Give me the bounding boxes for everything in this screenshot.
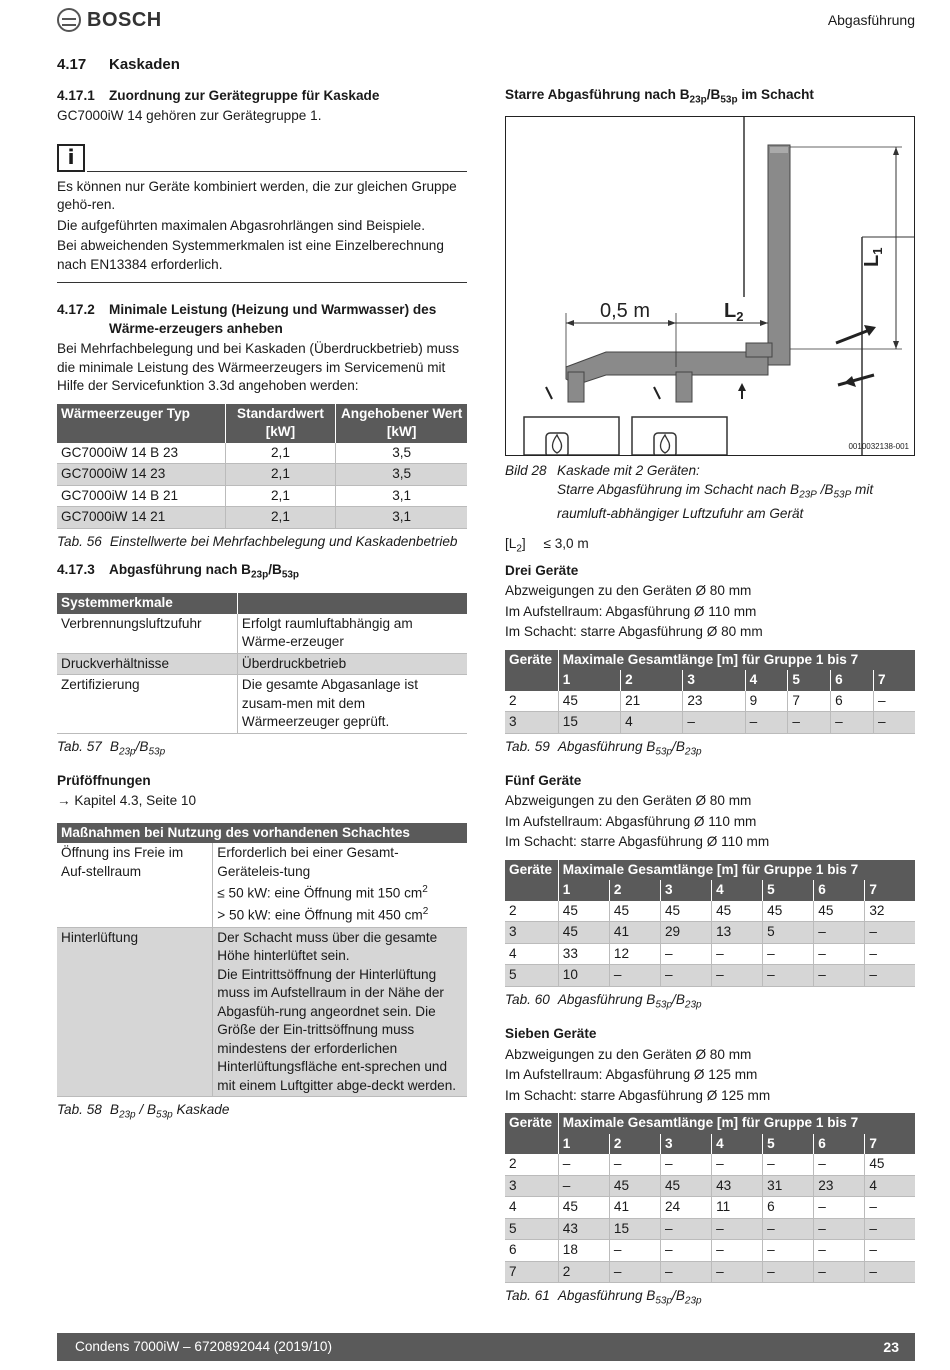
table-cell: 15 <box>609 1218 660 1240</box>
document-id: Condens 7000iW – 6720892044 (2019/10) <box>75 1338 332 1354</box>
table-cell: – <box>814 1197 865 1219</box>
table-cell: – <box>865 1197 915 1219</box>
table-cell: 2 <box>505 691 558 712</box>
table-cell: 45 <box>814 901 865 922</box>
table-cell: 45 <box>558 1197 609 1219</box>
table-row: Zertifizierung Die gesamte Abgasanlage ist zusam-men mit dem Wärmeerzeuger geprüft. <box>57 675 467 734</box>
table-cell: – <box>712 965 763 987</box>
dim-l2-label: $L_2$ <box>724 300 744 325</box>
table-cell: – <box>763 1240 814 1262</box>
table-row: GC7000iW 14 23 2,1 3,5 <box>57 464 467 486</box>
table-cell: – <box>814 943 865 965</box>
table-cell: 24 <box>660 1197 711 1219</box>
table-row: Hinterlüftung Der Schacht muss über die gesamte Höhe hinterlüftet sein. Die Eintrittsöffnung der Hinterlüftung muss im Aufstellraum in der Nähe der Abgasfüh-rung angeordnet sein. Die Größe der Ein-trittsöffnung muss mindestens der erforderlichen Hinterlüftungsfläche ent-sprechen und mit einem Luftgitter abge-deckt werden. <box>57 927 467 1097</box>
info-line-1: Es können nur Geräte kombiniert werden, die zur gleichen Gruppe gehö-ren. <box>57 178 457 212</box>
table-row <box>505 901 915 922</box>
table-cell: 23 <box>683 691 745 712</box>
table-cell: – <box>831 712 874 734</box>
table-row <box>505 943 915 965</box>
table-cell: 29 <box>660 922 711 944</box>
table-cell: – <box>712 1261 763 1283</box>
dim-05-label: 0,5 m <box>600 300 651 323</box>
table-row: GC7000iW 14 21 2,1 3,1 <box>57 507 467 529</box>
heading-4-17-3: 4.17.3 Abgasführung nach $B_{23p}/B_{53p}$ <box>57 562 300 581</box>
page-footer <box>57 1333 915 1361</box>
table-cell: 6 <box>831 691 874 712</box>
table-cell: 5 <box>505 965 558 987</box>
table-cell: – <box>660 1218 711 1240</box>
table-cell: 4 <box>621 712 683 734</box>
three-devices-title: Drei Geräte <box>505 562 579 578</box>
group-text: GC7000iW 14 gehören zur Gerätegruppe 1. <box>57 108 322 123</box>
table-cell: – <box>745 712 788 734</box>
table-row <box>505 1154 915 1175</box>
table-cell: 6 <box>505 1240 558 1262</box>
table-row <box>505 1261 915 1283</box>
table-row <box>505 1175 915 1197</box>
table-cell: – <box>788 712 831 734</box>
table-cell: – <box>814 1154 865 1175</box>
info-icon: i <box>57 144 85 172</box>
table-cell: – <box>865 1240 915 1262</box>
bosch-logo: BOSCH <box>57 8 162 32</box>
table-cell: 10 <box>558 965 609 987</box>
table-cell: – <box>609 1261 660 1283</box>
table-cell: – <box>660 965 711 987</box>
table-cell: 3 <box>505 712 558 734</box>
heading-4-17-2: 4.17.2 Minimale Leistung (Heizung und Warmwasser) des Wärme-erzeugers anheben <box>57 302 437 336</box>
table-cell: 43 <box>558 1218 609 1240</box>
table-cell: 5 <box>505 1218 558 1240</box>
table-cell: 21 <box>621 691 683 712</box>
figure-code: 0010032138-001 <box>848 442 909 452</box>
left-column <box>57 56 467 1135</box>
table-cell: – <box>873 691 915 712</box>
table-cell: – <box>712 943 763 965</box>
table-cell: 32 <box>865 901 915 922</box>
table-cell: – <box>814 965 865 987</box>
five-devices-title: Fünf Geräte <box>505 772 582 788</box>
table-cell: 5 <box>763 922 814 944</box>
table-cell: – <box>660 943 711 965</box>
seven-devices-title: Sieben Geräte <box>505 1026 597 1042</box>
table-row <box>505 712 915 734</box>
table-row <box>505 922 915 944</box>
table-cell: 2 <box>505 901 558 922</box>
table-cell: – <box>609 1240 660 1262</box>
table-cell: 45 <box>660 901 711 922</box>
l2-limit: $[L_2] \le 3,0$ m <box>505 536 589 556</box>
chapter-link[interactable]: → Kapitel 4.3, Seite 10 <box>57 793 197 809</box>
table-cell: – <box>712 1218 763 1240</box>
table-cell: 4 <box>505 943 558 965</box>
table-cell: 4 <box>505 1197 558 1219</box>
min-power-text: Bei Mehrfachbelegung und bei Kaskaden (Überdruckbetrieb) muss die minimale Leistung des Wärmeerzeugers im Servicemenü mit Hilfe der Servicefunktion 3.3d angehoben werden: <box>57 341 459 393</box>
table-cell: 45 <box>865 1154 915 1175</box>
table-cell: – <box>660 1154 711 1175</box>
table-cell: 6 <box>763 1197 814 1219</box>
info-line-2: Die aufgeführten maximalen Abgasrohrlängen sind Beispiele. <box>57 217 426 233</box>
table-56: Wärmeerzeuger Typ Standardwert [kW] Angehobener Wert [kW] GC7000iW 14 B 23 2,1 3,5 GC7000iW 14 23 2,1 3,5 GC7000iW 14 B 21 2,1 3,1 GC7000iW 14 21 2,1 3,1 <box>57 404 467 529</box>
table-cell: 3 <box>505 1175 558 1197</box>
dim-l1-label: $L_1$ <box>861 247 885 268</box>
table-cell: – <box>814 1261 865 1283</box>
table-cell: 31 <box>763 1175 814 1197</box>
table-row <box>505 1240 915 1262</box>
table-cell: – <box>865 1218 915 1240</box>
table-cell: 13 <box>712 922 763 944</box>
table-cell: – <box>660 1261 711 1283</box>
page-header <box>57 6 915 36</box>
table-cell: – <box>609 1154 660 1175</box>
info-line-3: Bei abweichenden Systemmerkmalen ist eine Einzelberechnung nach EN13384 erforderlich. <box>57 238 444 272</box>
table-cell: 41 <box>609 1197 660 1219</box>
table-row: Öffnung ins Freie im Auf-stellraum Erforderlich bei einer Gesamt-Geräteleis-tung ≤ 50 kW: eine Öffnung mit 150 $cm^2$ > 50 kW: eine Öffnung mit 450 $cm^2$ <box>57 843 467 927</box>
table-cell: 2 <box>505 1154 558 1175</box>
caption-56: Tab. 56 Einstellwerte bei Mehrfachbelegung und Kaskadenbetrieb <box>57 533 458 549</box>
table-cell: – <box>763 1261 814 1283</box>
table-cell: – <box>558 1175 609 1197</box>
table-cell: 18 <box>558 1240 609 1262</box>
caption-61: Tab. 61 Abgasführung $B_{53p}/B_{23p}$ <box>505 1288 702 1307</box>
table-cell: – <box>763 1154 814 1175</box>
figure-caption: Bild 28 Kaskade mit 2 Geräten: Starre Abgasführung im Schacht nach $B_{23P}$ $/B_{53P}$ mit raumluft-abhängiger Luftzufuhr am Gerät <box>505 463 874 521</box>
table-cell: 11 <box>712 1197 763 1219</box>
table-row <box>505 1197 915 1219</box>
info-box <box>57 144 467 284</box>
table-61: Geräte Maximale Gesamtlänge [m] für Gruppe 1 bis 7 1 2 3 4 5 6 7 2 – – – – – – 45 3 – 45 45 43 31 23 4 4 45 41 24 11 6 – – 5 43 15 – – – – – 6 18 – – – – – – 7 2 – – – – – – <box>505 1113 915 1283</box>
inspection-openings-title: Prüföffnungen <box>57 772 151 788</box>
table-row <box>505 691 915 712</box>
table-59: Geräte Maximale Gesamtlänge [m] für Gruppe 1 bis 7 1 2 3 4 5 6 7 2 45 21 23 9 7 6 – 3 15 4 – – – – – <box>505 650 915 734</box>
table-cell: – <box>763 1218 814 1240</box>
table-row: GC7000iW 14 B 21 2,1 3,1 <box>57 485 467 507</box>
table-cell: 43 <box>712 1175 763 1197</box>
table-cell: – <box>712 1240 763 1262</box>
table-60: Geräte Maximale Gesamtlänge [m] für Gruppe 1 bis 7 1 2 3 4 5 6 7 2 45 45 45 45 45 45 32 3 45 41 29 13 5 – – 4 33 12 – – – – – 5 10 – – – – – – <box>505 860 915 987</box>
table-cell: 4 <box>865 1175 915 1197</box>
section-title: Abgasführung <box>827 12 915 28</box>
table-row <box>505 1218 915 1240</box>
table-58: Maßnahmen bei Nutzung des vorhandenen Schachtes Öffnung ins Freie im Auf-stellraum Erforderlich bei einer Gesamt-Geräteleis-tung ≤ 50 kW: eine Öffnung mit 150 $cm^2$ > 50 kW: eine Öffnung mit 450 $cm^2$ Hinterlüftung Der Schacht muss über die gesamte Höhe hinterlüftet sein. Die Eintrittsöffnung der Hinterlüftung muss im Aufstellraum in der Nähe der Abgasfüh-rung angeordnet sein. Die Größe der Ein-trittsöffnung muss mindestens der erforderlichen Hinterlüftungsfläche ent-sprechen und mit einem Luftgitter abge-deckt werden. <box>57 823 467 1097</box>
table-cell: – <box>865 1261 915 1283</box>
table-cell: 45 <box>660 1175 711 1197</box>
table-57: Systemmerkmale Verbrennungsluftzufuhr Erfolgt raumluftabhängig am Wärme-erzeuger Druckverhältnisse Überdruckbetrieb Zertifizierung Die gesamte Abgasanlage ist zusam-men mit dem Wärmeerzeuger geprüft. <box>57 593 467 734</box>
bosch-armature-icon <box>57 8 81 32</box>
table-cell: – <box>683 712 745 734</box>
table-cell: – <box>558 1154 609 1175</box>
table-cell: 45 <box>558 922 609 944</box>
table-cell: 7 <box>788 691 831 712</box>
table-cell: – <box>814 1218 865 1240</box>
table-cell: – <box>609 965 660 987</box>
table-cell: – <box>814 1240 865 1262</box>
table-cell: 2 <box>558 1261 609 1283</box>
page-number: 23 <box>883 1338 899 1355</box>
table-cell: – <box>865 922 915 944</box>
table-cell: 45 <box>763 901 814 922</box>
table-cell: – <box>763 943 814 965</box>
table-row: Verbrennungsluftzufuhr Erfolgt raumluftabhängig am Wärme-erzeuger <box>57 614 467 654</box>
table-cell: 45 <box>558 901 609 922</box>
table-cell: 23 <box>814 1175 865 1197</box>
table-cell: – <box>865 965 915 987</box>
caption-57: Tab. 57 $B_{23p}/B_{53p}$ <box>57 738 166 758</box>
caption-58: Tab. 58 $B_{23p} / B_{53p}$ Kaskade <box>57 1102 230 1121</box>
table-cell: 45 <box>712 901 763 922</box>
table-row <box>505 965 915 987</box>
table-cell: 33 <box>558 943 609 965</box>
cascade-figure <box>505 116 915 456</box>
right-column: Starre Abgasführung nach $B_{23p}/B_{53p}$ im Schacht 0,5 m $L_2$ $L_1$ 0010032138-001 Bild 28 Kaskade mit 2 Geräten: Starre Abgasführung im Schacht nach $B_{23P}$ $/B_{53P}$ mit raumluft-abhängiger Luftzufuhr am Gerät $[L_2] \le 3,0$ m Drei Geräte Abzweigungen zu den Geräten Ø 80 mm Im Aufstellraum: Abgasführung Ø 110 mm Im Schacht: starre Abgasführung Ø 80 mm Geräte Maximale Gesamtlänge [m] für Gruppe 1 bis 7 1 2 3 4 5 6 7 2 45 21 23 9 7 6 – 3 15 4 – – – – – Tab. 59 Abgasführung $B_{53p}/B_{23p}$ Fünf Geräte Abzweigungen zu den Geräten Ø 80 mm Im Aufstellraum: Abgasführung Ø 110 mm Im Schacht: starre Abgasführung Ø 110 mm Geräte Maximale Gesamtlänge [m] für Gruppe 1 bis 7 1 2 3 4 5 6 7 2 45 45 45 45 45 45 32 3 45 41 29 13 5 – – 4 33 12 – – – – – 5 10 – – – – – – Tab. 60 Abgasführung $B_{53p}/B_{23p}$ Sieben Geräte Abzweigungen zu den Geräten Ø 80 mm Im Aufstellraum: Abgasführung Ø 125 mm Im Schacht: starre Abgasführung Ø 125 mm Geräte Maximale Gesamtlänge [m] für Gruppe 1 bis 7 1 2 3 4 5 6 7 2 – – – – – – 45 3 – 45 45 43 31 23 4 4 45 41 24 11 6 – – 5 43 15 – – – – – 6 18 – – – – – – 7 2 – – – – – – Tab. 61 Abgasführung $B_{53p}/B_{23p}$ <box>505 86 915 1321</box>
table-cell: 12 <box>609 943 660 965</box>
table-cell: 7 <box>505 1261 558 1283</box>
table-cell: – <box>763 965 814 987</box>
table-cell: – <box>814 922 865 944</box>
heading-4-17-1: 4.17.1 Zuordnung zur Gerätegruppe für Kaskade <box>57 87 380 103</box>
table-cell: – <box>660 1240 711 1262</box>
table-cell: 3 <box>505 922 558 944</box>
table-cell: 15 <box>558 712 620 734</box>
caption-59: Tab. 59 Abgasführung $B_{53p}/B_{23p}$ <box>505 738 702 758</box>
heading-4-17: 4.17 Kaskaden <box>57 56 180 73</box>
table-cell: – <box>873 712 915 734</box>
cascade-diagram <box>506 117 914 455</box>
table-row: Druckverhältnisse Überdruckbetrieb <box>57 653 467 675</box>
table-cell: 41 <box>609 922 660 944</box>
table-cell: 9 <box>745 691 788 712</box>
table-cell: 45 <box>558 691 620 712</box>
table-cell: 45 <box>609 1175 660 1197</box>
table-cell: 45 <box>609 901 660 922</box>
table-row: GC7000iW 14 B 23 2,1 3,5 <box>57 443 467 464</box>
table-cell: – <box>712 1154 763 1175</box>
figure-title: Starre Abgasführung nach $B_{23p}/B_{53p}$ im Schacht <box>505 87 814 106</box>
table-cell: – <box>865 943 915 965</box>
caption-60: Tab. 60 Abgasführung $B_{53p}/B_{23p}$ <box>505 991 702 1011</box>
